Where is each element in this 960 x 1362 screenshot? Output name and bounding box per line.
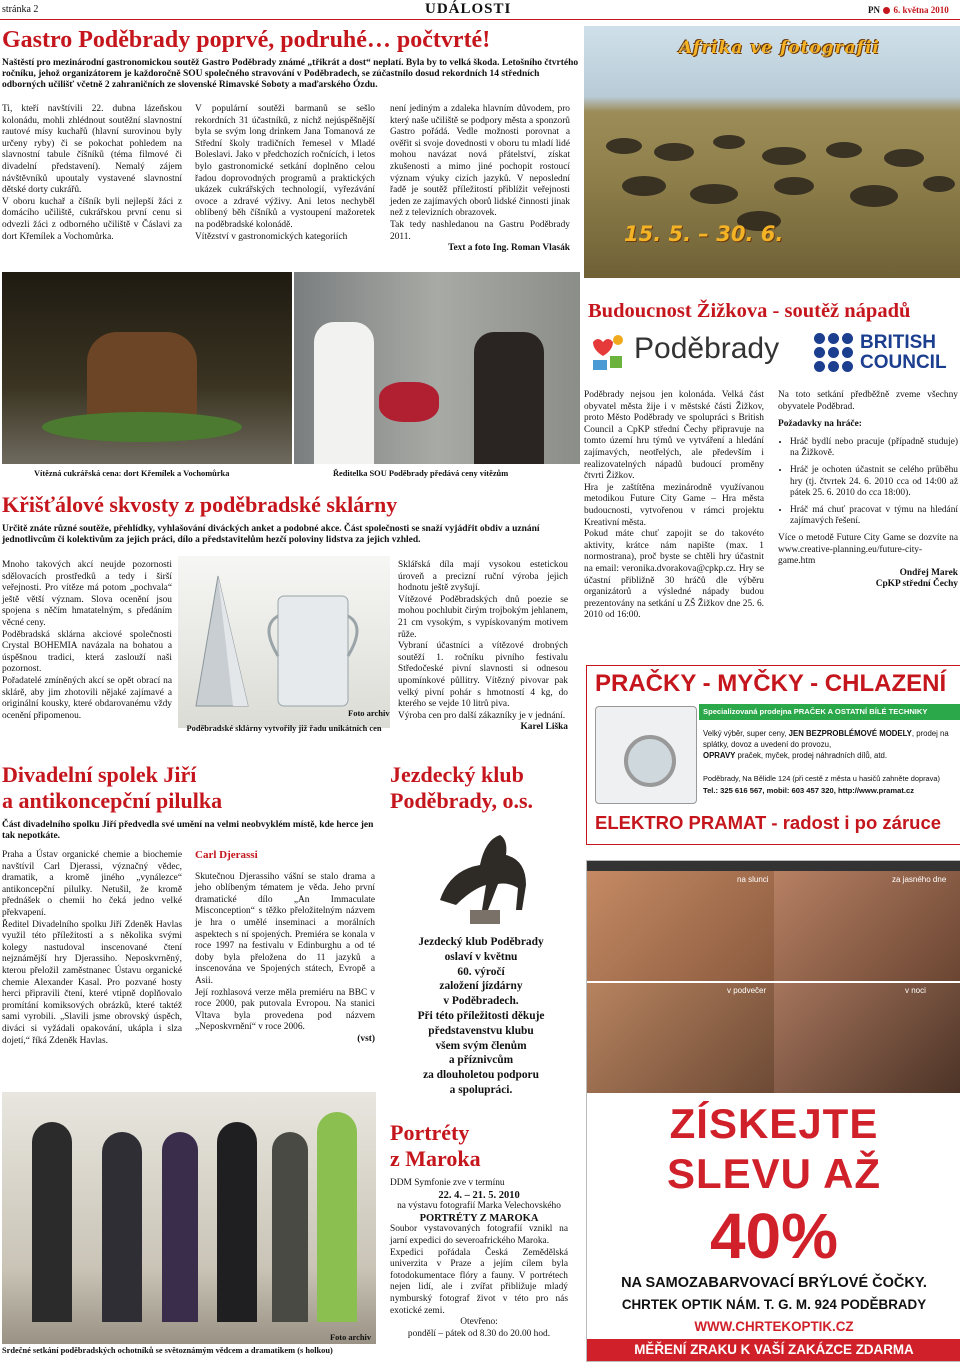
british-council-logo: BRITISH COUNCIL	[814, 333, 960, 377]
portrait-night	[774, 983, 960, 1093]
afrika-poster	[584, 26, 960, 278]
ad-topbar	[587, 861, 960, 871]
chrtek-optik-ad: na slunci za jasného dne v podvečer v noci ZÍSKEJTE SLEVU AŽ 40% NA SAMOZABARVOVACÍ BRÝLOVÉ ČOČKY. CHRTEK OPTIK NÁM. T. G. M. 924 PODĚBRADY WWW.CHRTEKOPTIK.CZ MĚŘENÍ ZRAKU K VAŠÍ ZAKÁZCE ZDARMA	[586, 860, 960, 1362]
gastro-headline: Gastro Poděbrady poprvé, podruhé… počtvrté!	[2, 27, 491, 53]
zizkov-column-2: Na toto setkání předběžně zveme všechny obyvatele Poděbrad. Požadavky na hráče: • Hráč bydlí nebo pracuje (případně studuje) na Žižkově. • Hráč je ochoten účastnit se celého průběhu hry (tj. čtvrtek 24. 6. 2010 cca od 14:00 až pátek 25. 6. 2010 do cca 18:00). • Hráč má chuť pracovat v týmu na hledání zajímavých řešení. Více o metodě Future City Game se dozvíte na www.creative-planning.eu/future-city-game.htm Ondřej Marek CpKP střední Čechy	[778, 390, 958, 591]
theatre-photo-credit: Foto archiv	[330, 1333, 372, 1342]
afrika-title: Afrika ve fotografii	[679, 38, 880, 58]
cake-photo	[2, 272, 292, 464]
crystal-caption: Poděbradské sklárny vytvořily již řadu unikátních cen	[186, 724, 382, 733]
requirement-item: • Hráč má chuť pracovat v týmu na hledání zajímavých řešení.	[790, 505, 958, 528]
gastro-signature: Text a foto Ing. Roman Vlasák	[448, 243, 570, 254]
podebrady-logo-icon	[588, 332, 628, 372]
portrait-sun	[587, 871, 774, 981]
ad-address: CHRTEK OPTIK NÁM. T. G. M. 924 PODĚBRADY	[621, 1297, 927, 1312]
ad-headline-1: ZÍSKEJTE	[669, 1100, 879, 1147]
bc-dots-icon	[814, 333, 854, 373]
theatre-caption: Srdečné setkání poděbradských ochotníků se světoznámým vědcem a dramatikem (s holkou)	[2, 1346, 333, 1355]
theatre-lead: Část divadelního spolku Jiří předvedla své umění na velmi neobvyklém místě, kde herce jen tak nepotkáte.	[2, 820, 374, 842]
theatre-column-2: Carl Djerassi Skutečnou Djerassiho vášní se stalo drama a jeho oblíbeným tématem je věda. Jeho první dramatické dílo „An Immaculate Misconception“ s těžko přeložitelným názvem je hra o umělé inseminaci a morálních aspektech s ní spojených. Premiéra se konala v roce 1997 na festivalu v Edinburghu a od té doby byla přeložena do 11 jazyků a inscenována ve Spojených státech, Evropě a Asii. Její rozhlasová verze měla premiéru na BBC v roce 2000, pak putovala Evropou. Na stanici Vltava byla provedena pod názvem „Neposkvrnění“ v roce 2006. (vst)	[195, 849, 375, 1044]
requirement-item: • Hráč bydlí nebo pracuje (případně studuje) na Žižkově.	[790, 437, 958, 460]
zizkov-column-1: Poděbrady nejsou jen kolonáda. Velká část obyvatel města žije i v městské části Žižkov, proto Město Poděbrady ve spolupráci s British Council a CpKP střední Čechy připravuje na tomto území hru týmů ve vytváření a hledání zajímavých, neotřelých, ale především i realizovatelných nápadů budoucí proměny čtvrti Žižkov. Hra je zaštítěna mezinárodně využívanou metodikou Future City Game – Hra města budoucnosti, vytvořenou v rámci projektu Kreativní města. Pokud máte chuť zapojit se do takovéto aktivity, krátce nám napište (max. 1 normostrana), proč byste se chtěli hry účastnit na email: veronika.dvorakova@cpkp.cz. Hry se účastní přibližně 30 hráčů dle výběru organizátorů a výsledné nápady budou prezentovány na setkání u ZŠ Žižkov dne 25. 6. 2010 od 16:00.	[584, 390, 764, 621]
podebrady-logo: Poděbrady	[588, 332, 784, 374]
cake-house	[87, 332, 197, 422]
crystal-lead: Určitě znáte různé soutěže, přehlídky, vyhlašování diváckých anket a podobné akce. Část společnosti se snaží vyjádřit obdiv a uznání jednotlivcům či kolektivům za jejich práci, dílo a představitelům hezčí poloviny lidstva za jejich vzhled.	[2, 524, 540, 546]
gastro-column-2: V populární soutěži barmanů se sešlo rekordních 31 účastníků, z nichž nejúspěšnější byla se svým long drinkem Jana Tomanová ze Střední školy tradičních řemesel v Mladé Boleslavi. Jako v předchozích ročnících, i letos bylo gastronomické setkání doplněno celou řadou doprovodných programů a praktických ukázek cukrářských technologií, vyřezávání ovoce a zdravé výživy. Ani letos nechyběl oblíbený běh číšníků a vystoupení mažoretek na poděbradské kolonádě. Vítězství v gastronomických kategoriích	[195, 104, 375, 242]
person-white	[314, 322, 374, 464]
header-paper-date: PN 6. května 2010	[868, 5, 949, 15]
pramat-ad: PRAČKY - MYČKY - CHLAZENÍ Specializovaná prodejna PRAČEK A OSTATNÍ BÍLÉ TECHNIKY Velký výběr, super ceny, JEN BEZPROBLÉMOVÉ MODELY, prodej na splátky, dovoz a uvedení do provozu, OPRAVY praček, myček, prodej náhradních dílů, atd. Poděbrady, Na Bělidle 124 (při cestě z města u hasičů zahněte doprava) Tel.: 325 616 567, mobil: 603 457 320, http://www.pramat.cz ELEKTRO PRAMAT - radost i po záruce	[586, 665, 960, 845]
portraits-headline: Portréty z Maroka	[390, 1120, 481, 1171]
crystal-column-1: Mnoho takových akcí neujde pozornosti sdělovacích prostředků a tedy i širší veřejnosti. Pro vítěze má potom „pochvala“ ještě větší význam. Slova ocenění jsou spojena s něčím hmatatelným, s předáním věcné ceny. Poděbradská sklárna akciové společnosti Crystal BOHEMIA navázala na bohatou a úspěšnou tradici, která zaslouží naši pozornost. Pořadatelé zmíněných akcí se opět obrací na sklárě, aby jim zhotovili nějaké zajímavé a originální kousky, které obdarovanému vždy ocenění připomenou.	[2, 560, 172, 721]
ad-headline-2: SLEVU AŽ	[666, 1150, 882, 1197]
gastro-column-3: není jediným a zdaleka hlavním důvodem, pro který naše učiliště se podpory města a sponzorů Gastro pořádá. Vedle možnosti porovnat a ověřit si svoje dovednosti v oboru tu mladí lidé mohou navázat nová přátelství, získat zkušenosti a mimo jiné pochopit rostoucí význam výuky cizích jazyků. V neposlední řadě je soutěž příležitostí přiblížit veřejnosti jeden ze zajímavých oborů lidské činnosti jinak než z televizních obrazovek. Tak tedy nashledanou na Gastru Poděbrady 2011. Text a foto Ing. Roman Vlasák	[390, 104, 570, 254]
crystal-photo	[178, 556, 390, 728]
crystal-headline: Křišťálové skvosty z poděbradské sklárny	[2, 492, 398, 517]
riding-club-headline: Jezdecký klub Poděbrady, o.s.	[390, 762, 534, 813]
award-caption: Ředitelka SOU Poděbrady předává ceny vítězům	[333, 469, 509, 478]
cake-base	[42, 412, 242, 442]
afrika-dates: 15. 5. – 30. 6.	[624, 222, 784, 246]
future-city-link[interactable]: Více o metodě Future City Game se dozvíte na www.creative-planning.eu/future-city-game.htm	[778, 532, 958, 567]
bullet-icon	[883, 7, 890, 14]
ad-website[interactable]: WWW.CHRTEKOPTIK.CZ	[694, 1319, 854, 1334]
washing-machine-icon	[595, 706, 697, 804]
gastro-lead: Naštěstí pro mezinárodní gastronomickou soutěž Gastro Poděbrady známé „třikrát a dost“ neplatí. Byla by to velká škoda. Letošního čtvrtého ročníku, jehož organizátorem je každoročně SOU společného stravování v Poděbradech, se zúčastnilo dosud rekordních 14 středních odborných učilišť včetně 2 zahraničních ze slovenské Rimavské Soboty a maďarského Ózdu.	[2, 58, 579, 91]
header-rule	[0, 19, 960, 20]
gift-basket	[379, 382, 439, 422]
theatre-headline: Divadelní spolek Jiří a antikoncepční pilulka	[2, 762, 223, 813]
crystal-column-2: Sklářská díla mají vysokou estetickou úroveň a precizní ruční výroba jejich hodnotu ještě zvyšují. Vítězové Poděbradských dnů poezie se mohou pochlubit čirým trojbokým jehlanem, 21 cm vysokým, s vypískovaným motivem růže. Vybraní účastníci a vítězové drobných soutěží 1. ročníku pivního festivalu Středočeské pivní slavnosti si odnesou upomínkové půllitry. Vítězný pivovar pak velký pivní pohár s hmotností 4 kg, do kterého se vejde 10 litrů piva. Výroba cen pro další zákazníky je v jednání. Karel Liška	[398, 560, 568, 733]
zizkov-headline: Budoucnost Žižkova - soutěž nápadů	[588, 300, 911, 322]
person-dark	[474, 332, 544, 464]
award-photo	[294, 272, 580, 464]
theatre-column-1: Praha a Ústav organické chemie a biochemie navštívil Carl Djerassi, význačný vědec, dramatik, a kromě jiného „vynálezce“ antikoncepční pilulky. Netušil, že kromě přednášek o chemii ho čeká jedno velké překvapení. Ředitel Divadelního spolku Jiří Zdeněk Havlas využil této příležitosti a s několika svými kolegy nastudoval inscenované čtení nejznámější hry Djerassiho. Neposkvrněný, kterou přeložil zaměstnanec Ústavu organické chemie Alexander Kasal. Pro pozvané hosty herci připravili čtení, které vtipně doplňovalo promítání komiksových obrázků, které taktéž sami vyrobili. „Slavili jsme obrovský úspěch, diváci si vyžádali opakování, ukápla i slza dojetí,“ říká Zdeněk Havlas.	[2, 850, 182, 1046]
portrait-evening	[587, 983, 774, 1093]
crystal-photo-credit: Foto archiv	[348, 708, 390, 718]
riding-club-text: Jezdecký klub Poděbrady oslaví v květnu 60. výročí založení jízdárny v Poděbradech. Při této příležitosti děkuje představenstvu klubu všem svým členům a příznivcům za dlouholetou podporu a spolupráci.	[417, 936, 545, 1096]
ad-discount: 40%	[709, 1200, 839, 1272]
crystal-trophies	[178, 556, 390, 728]
page-number: stránka 2	[2, 4, 39, 15]
ad-subline: NA SAMOZABARVOVACÍ BRÝLOVÉ ČOČKY.	[621, 1275, 927, 1291]
cake-caption: Vítězná cukrářská cena: dort Křemílek a Vochomůrka	[34, 469, 230, 478]
requirement-item: • Hráč je ochoten účastnit se celého průběhu hry (tj. čtvrtek 24. 6. 2010 cca od 14:00 až pátek 25. 6. 2010 do cca 18:00).	[790, 465, 958, 500]
portraits-text: DDM Symfonie zve v termínu 22. 4. – 21. 5. 2010 na výstavu fotografií Marka Velechovského PORTRÉTY Z MAROKA Soubor vystavovaných fotografií vznikl na jarní expedici do severoafrického Maroka. Expedici pořádala Česká Zemědělská univerzita v Praze a jejím cílem byla fotodokumentace flóry a fauny. V portrétech nejen lidí, ale i zvířat přibližuje mladý nymburský fotograf život v této pro nás exotické zemi. Otevřeno: pondělí – pátek od 8.30 do 20.00 hod.	[390, 1178, 568, 1339]
gastro-column-1: Ti, kteří navštívili 22. dubna lázeňskou kolonádu, mohli zhlédnout soutěžní slavnostní rautové mísy kuchařů (hlavní surovinou byly určeny ryby) či se pokochat pohledem na slavnostní tabule číšníků (téma filmové či divadelní představení). Nemalý zájem návštěvníků upoutaly vystavené slavnostní dětské dorty cukrářů. V oboru kuchař a číšník byli nejlepší žáci z domácího učiliště, cukrářskou první cenu si odvezli žáci z odborného učiliště v Čáslavi za dort Křemílek a Vochomůrka.	[2, 104, 182, 242]
theatre-group-photo	[2, 1092, 376, 1344]
section-title: UDÁLOSTI	[425, 1, 512, 17]
horse-statue-icon	[420, 820, 540, 925]
portrait-day	[774, 871, 960, 981]
ad-footer: MĚŘENÍ ZRAKU K VAŠÍ ZAKÁZCE ZDARMA	[587, 1339, 960, 1361]
